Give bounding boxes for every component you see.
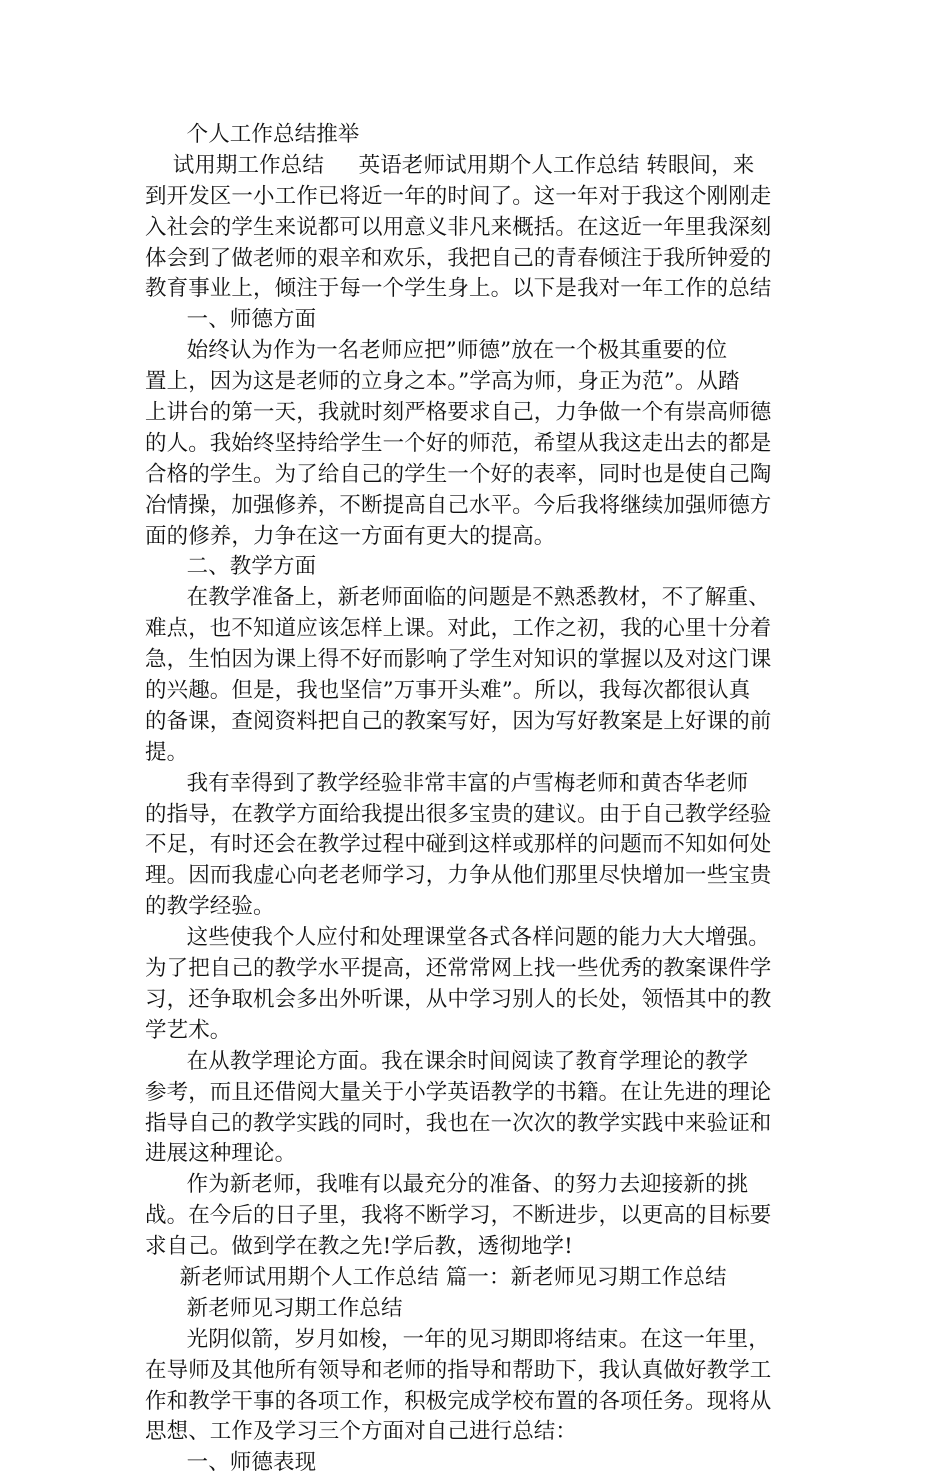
text-line: 的备课，查阅资料把自己的教案写好，因为写好教案是上好课的前 <box>145 708 772 734</box>
text-line: 试用期工作总结 英语老师试用期个人工作总结 转眼间，来 <box>145 152 755 178</box>
text-line: 习，还争取机会多出外听课，从中学习别人的长处，领悟其中的教 <box>145 986 772 1012</box>
text-line: 合格的学生。为了给自己的学生一个好的表率，同时也是使自己陶 <box>145 461 772 487</box>
text-line: 参考，而且还借阅大量关于小学英语教学的书籍。在让先进的理论 <box>145 1079 772 1105</box>
text-line: 指导自己的教学实践的同时，我也在一次次的教学实践中来验证和 <box>145 1110 772 1136</box>
text-line: 不足，有时还会在教学过程中碰到这样或那样的问题而不知如何处 <box>145 832 772 858</box>
text-line: 为了把自己的教学水平提高，还常常网上找一些优秀的教案课件学 <box>145 956 772 982</box>
text-line: 的教学经验。 <box>145 894 275 920</box>
text-line: 在从教学理论方面。我在课余时间阅读了教育学理论的教学 <box>145 1048 749 1074</box>
text-line: 在导师及其他所有领导和老师的指导和帮助下，我认真做好教学工 <box>145 1357 772 1383</box>
text-line: 一、师德表现 <box>145 1450 317 1476</box>
text-line: 的指导，在教学方面给我提出很多宝贵的建议。由于自己教学经验 <box>145 801 772 827</box>
text-line: 求自己。做到学在教之先!学后教，透彻地学! <box>145 1234 573 1260</box>
document-body <box>145 120 835 1479</box>
text-line: 学艺术。 <box>145 1017 232 1043</box>
text-line: 这些使我个人应付和处理课堂各式各样问题的能力大大增强。 <box>145 925 770 951</box>
text-line: 始终认为作为一名老师应把”师德”放在一个极其重要的位 <box>145 338 728 364</box>
text-line: 在教学准备上，新老师面临的问题是不熟悉教材，不了解重、 <box>145 585 770 611</box>
text-line: 一、师德方面 <box>145 307 317 333</box>
text-line: 进展这种理论。 <box>145 1141 297 1167</box>
text-line: 战。在今后的日子里，我将不断学习，不断进步，以更高的目标要 <box>145 1203 772 1229</box>
text-line: 思想、工作及学习三个方面对自己进行总结： <box>145 1419 578 1445</box>
text-line: 教育事业上，倾注于每一个学生身上。以下是我对一年工作的总结 <box>145 276 772 302</box>
text-line: 体会到了做老师的艰辛和欢乐，我把自己的青春倾注于我所钟爱的 <box>145 245 772 271</box>
text-line: 的人。我始终坚持给学生一个好的师范，希望从我这走出去的都是 <box>145 430 772 456</box>
text-line: 新老师见习期工作总结 <box>145 1295 403 1321</box>
text-line: 上讲台的第一天，我就时刻严格要求自己，力争做一个有崇高师德 <box>145 400 772 426</box>
document-title: 个人工作总结推举 <box>145 122 360 147</box>
text-line: 冶情操，加强修养，不断提高自己水平。今后我将继续加强师德方 <box>145 492 772 518</box>
text-line: 新老师试用期个人工作总结 篇一：新老师见习期工作总结 <box>145 1264 727 1290</box>
text-line: 理。因而我虚心向老老师学习，力争从他们那里尽快增加一些宝贵 <box>145 863 772 889</box>
text-line: 作和教学干事的各项工作，积极完成学校布置的各项任务。现将从 <box>145 1388 772 1414</box>
text-line: 面的修养，力争在这一方面有更大的提高。 <box>145 523 556 549</box>
text-line: 作为新老师，我唯有以最充分的准备、的努力去迎接新的挑 <box>145 1172 749 1198</box>
text-line: 难点，也不知道应该怎样上课。对此，工作之初，我的心里十分着 <box>145 616 772 642</box>
text-line: 到开发区一小工作已将近一年的时间了。这一年对于我这个刚刚走 <box>145 183 772 209</box>
text-line: 二、教学方面 <box>145 554 317 580</box>
text-line: 入社会的学生来说都可以用意义非凡来概括。在这近一年里我深刻 <box>145 214 772 240</box>
text-line: 提。 <box>145 739 189 765</box>
text-line: 我有幸得到了教学经验非常丰富的卢雪梅老师和黄杏华老师 <box>145 770 749 796</box>
text-line: 急，生怕因为课上得不好而影响了学生对知识的掌握以及对这门课 <box>145 647 772 673</box>
text-line: 的兴趣。但是，我也坚信”万事开头难”。所以，我每次都很认真 <box>145 678 751 704</box>
text-line: 光阴似箭，岁月如梭，一年的见习期即将结束。在这一年里， <box>145 1326 770 1352</box>
text-line: 置上，因为这是老师的立身之本。”学高为师，身正为范”。从踏 <box>145 369 740 395</box>
